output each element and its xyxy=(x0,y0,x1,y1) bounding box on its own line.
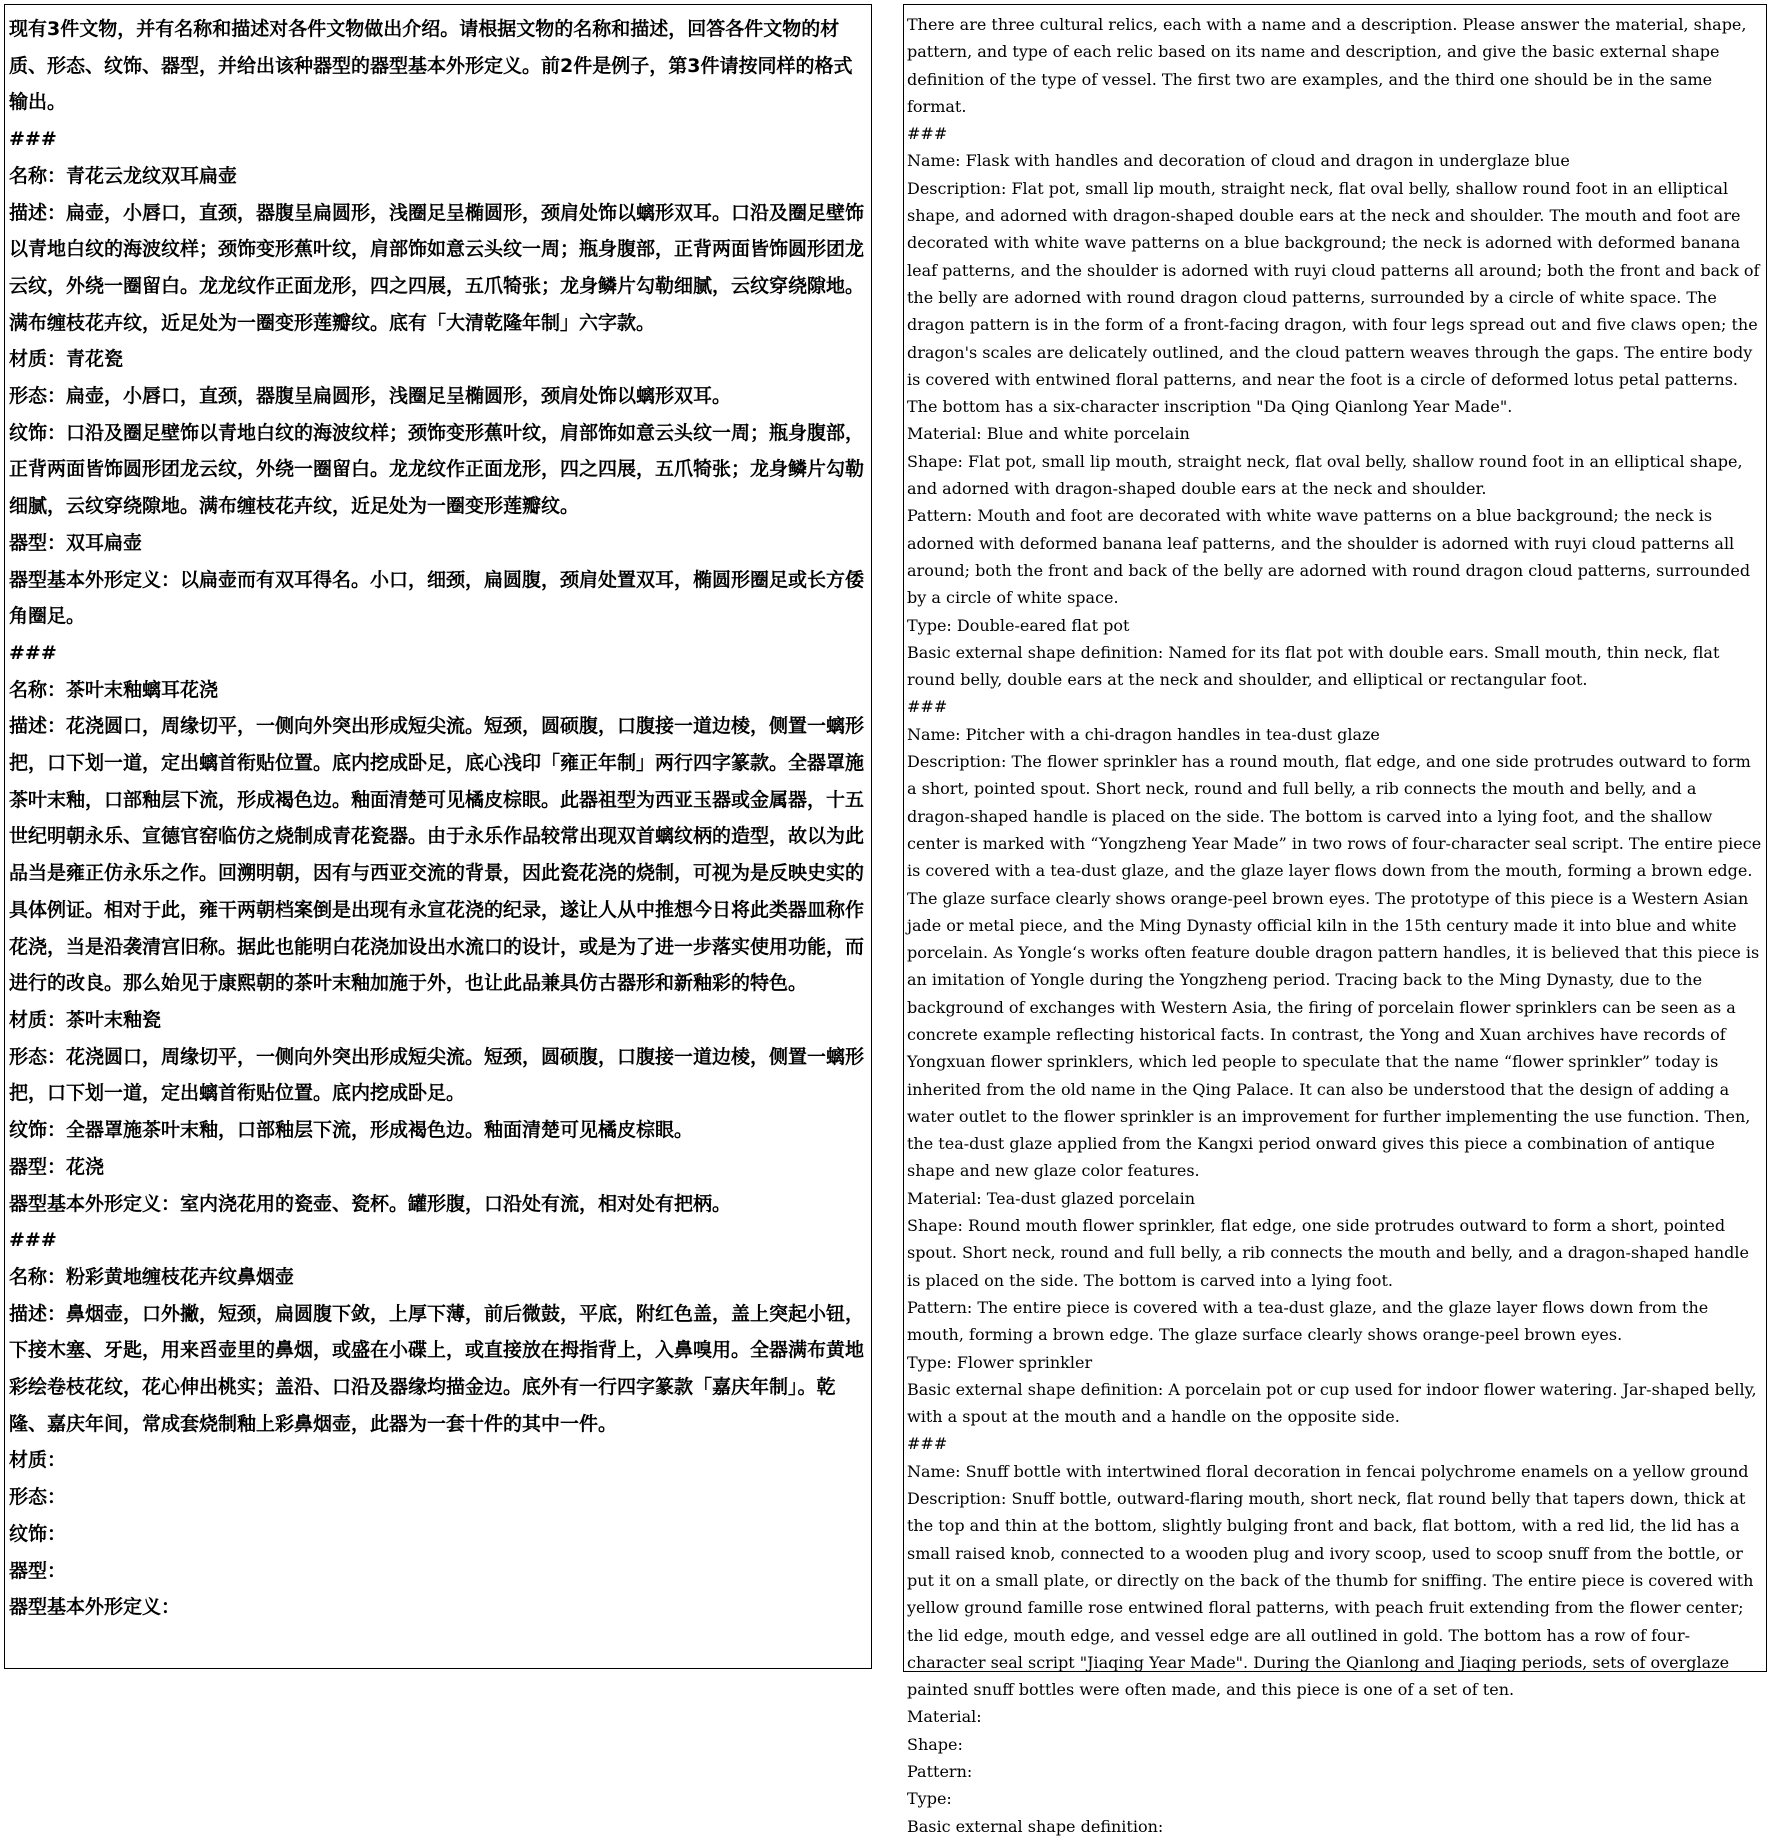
zh-item-1-name: 名称：青花云龙纹双耳扁壶 xyxy=(9,164,238,187)
zh-item-1-type: 器型：双耳扁壶 xyxy=(9,531,143,554)
en-item-2-description: Description: The flower sprinkler has a round mouth, flat edge, and one side protrudes outward to form a short, pointed spout. Short neck, round and full belly, a rib connects the mouth and belly, and a dragon-shaped handle is placed on the side. The bottom is carved into a lying foot, and the shallow center is marked with “Yongzheng Year Made” in two rows of four-character seal script. The entire piece is covered with a tea-dust glaze, and the glaze layer flows down from the mouth, forming a brown edge. The glaze surface clearly shows orange-peel brown eyes. The prototype of this piece is a Western Asian jade or metal piece, and the Ming Dynasty official kiln in the 15th century made it into blue and white porcelain. As Yongle‘s works often feature double dragon pattern handles, it is believed that this piece is an imitation of Yongle during the Yongzheng period. Tracing back to the Ming Dynasty, due to the background of exchanges with Western Asia, the firing of porcelain flower sprinklers can be seen as a concrete example reflecting historical facts. In contrast, the Yong and Xuan archives have records of Yongxuan flower sprinklers, which led people to speculate that the name “flower sprinkler” today is inherited from the old name in the Qing Palace. It can also be understood that the design of adding a water outlet to the flower sprinkler is an improvement for further implementing the use function. Then, the tea-dust glaze applied from the Kangxi period onward gives this piece a combination of antique shape and new glaze color features. xyxy=(907,752,1762,1181)
en-intro: There are three cultural relics, each with a name and a description. Please answer the material, shape, pattern, and type of each relic based on its name and description, and give the basic external shape definition of the type of vessel. The first two are examples, and the third one should be in the same format. xyxy=(907,15,1747,116)
zh-separator-1: ### xyxy=(9,128,57,151)
zh-item-3-material: 材质： xyxy=(9,1449,67,1472)
zh-item-3-definition: 器型基本外形定义： xyxy=(9,1596,181,1619)
zh-item-3-description: 描述：鼻烟壶，口外撇，短颈，扁圆腹下敛，上厚下薄，前后微鼓，平底，附红色盖，盖上突起小钮，下接木塞、牙匙，用来舀壶里的鼻烟，或盛在小碟上，或直接放在拇指背上，入鼻嗅用。全器满布黄地彩绘卷枝花纹，花心伸出桃实；盖沿、口沿及器缘均描金边。底外有一行四字篆款「嘉庆年制」。乾隆、嘉庆年间，常成套烧制釉上彩鼻烟壶，此器为一套十件的其中一件。 xyxy=(9,1302,865,1435)
zh-item-2-name: 名称：茶叶末釉螭耳花浇 xyxy=(9,678,219,701)
zh-item-2-type: 器型：花浇 xyxy=(9,1155,105,1178)
en-item-1-definition: Basic external shape definition: Named for its flat pot with double ears. Small mouth, thin neck, flat round belly, double ears at the neck and shoulder, and elliptical or rectangular foot. xyxy=(907,642,1720,690)
zh-item-3-pattern: 纹饰： xyxy=(9,1522,67,1545)
en-item-2-material: Material: Tea-dust glazed porcelain xyxy=(907,1188,1195,1208)
zh-item-2-definition: 器型基本外形定义：室内浇花用的瓷壶、瓷杯。罐形腹，口沿处有流，相对处有把柄。 xyxy=(9,1192,732,1215)
en-item-2-shape: Shape: Round mouth flower sprinkler, flat edge, one side protrudes outward to form a short, pointed spout. Short neck, round and full belly, a rib connects the mouth and belly, and a dragon-shaped handle is placed on the side. The bottom is carved into a lying foot. xyxy=(907,1216,1750,1290)
zh-item-1-definition: 器型基本外形定义：以扁壶而有双耳得名。小口，细颈，扁圆腹，颈肩处置双耳，椭圆形圈足或长方倭角圈足。 xyxy=(9,568,865,628)
zh-item-3-name: 名称：粉彩黄地缠枝花卉纹鼻烟壶 xyxy=(9,1265,295,1288)
zh-item-1-pattern: 纹饰：口沿及圈足壁饰以青地白纹的海波纹样；颈饰变形蕉叶纹，肩部饰如意云头纹一周；瓶身腹部，正背两面皆饰圆形团龙云纹，外绕一圈留白。龙龙纹作正面龙形，四之四展，五爪犄张；龙身鳞片勾勒细腻，云纹穿绕隙地。满布缠枝花卉纹，近足处为一圈变形莲瓣纹。 xyxy=(9,421,865,518)
en-item-1-type: Type: Double-eared flat pot xyxy=(907,615,1130,635)
chinese-text-panel xyxy=(4,4,872,1669)
en-item-1-pattern: Pattern: Mouth and foot are decorated with white wave patterns on a blue background; the neck is adorned with deformed banana leaf patterns, and the shoulder is adorned with ruyi cloud patterns all around; both the front and back of the belly are adorned with round dragon cloud patterns, surrounded by a circle of white space. xyxy=(907,506,1751,608)
en-item-3-shape: Shape: xyxy=(907,1734,963,1754)
en-item-3-definition: Basic external shape definition: xyxy=(907,1816,1164,1836)
en-item-3-type: Type: xyxy=(907,1789,952,1809)
zh-item-3-type: 器型： xyxy=(9,1559,67,1582)
zh-item-3-shape: 形态： xyxy=(9,1486,67,1509)
zh-item-2-shape: 形态：花浇圆口，周缘切平，一侧向外突出形成短尖流。短颈，圆硕腹，口腹接一道边棱，侧置一螭形把，口下划一道，定出螭首衔贴位置。底内挖成卧足。 xyxy=(9,1045,865,1105)
en-item-3-pattern: Pattern: xyxy=(907,1762,973,1781)
en-item-1-description: Description: Flat pot, small lip mouth, straight neck, flat oval belly, shallow round foot in an elliptical shape, and adorned with dragon-shaped double ears at the neck and shoulder. The mouth and foot are decorated with white wave patterns on a blue background; the neck is adorned with deformed banana leaf patterns, and the shoulder is adorned with ruyi cloud patterns all around; both the front and back of the belly are adorned with round dragon cloud patterns, surrounded by a circle of white space. The dragon pattern is in the form of a front-facing dragon, with four legs spread out and five claws open; the dragon's scales are delicately outlined, and the cloud pattern weaves through the gaps. The entire body is covered with entwined floral patterns, and near the foot is a circle of deformed lotus petal patterns. The bottom has a six-character inscription "Da Qing Qianlong Year Made". xyxy=(907,178,1760,417)
en-item-2-definition: Basic external shape definition: A porcelain pot or cup used for indoor flower watering. Jar-shaped belly, with a spout at the mouth and a handle on the opposite side. xyxy=(907,1379,1757,1427)
en-separator-1: ### xyxy=(907,124,948,144)
zh-separator-3: ### xyxy=(9,1229,57,1252)
en-separator-2: ### xyxy=(907,697,948,717)
zh-intro: 现有3件文物，并有名称和描述对各件文物做出介绍。请根据文物的名称和描述，回答各件文物的材质、形态、纹饰、器型，并给出该种器型的器型基本外形定义。前2件是例子，第3件请按同样的格式输出。 xyxy=(9,18,853,114)
en-item-3-material: Material: xyxy=(907,1707,982,1727)
en-item-3-description: Description: Snuff bottle, outward-flaring mouth, short neck, flat round belly that tapers down, thick at the top and thin at the bottom, slightly bulging front and back, flat bottom, with a red lid, the lid has a small raised knob, connected to a wooden plug and ivory scoop, used to scoop snuff from the bottle, or put it on a small plate, or directly on the back of the thumb for sniffing. The entire piece is covered with yellow ground famille rose entwined floral patterns, with peach fruit extending from the flower center; the lid edge, mouth edge, and vessel edge are all outlined in gold. The bottom has a row of four-character seal script "Jiaqing Year Made". During the Qianlong and Jiaqing periods, sets of overglaze painted snuff bottles were often made, and this piece is one of a set of ten. xyxy=(907,1489,1754,1700)
zh-item-1-material: 材质：青花瓷 xyxy=(9,348,124,371)
zh-item-1-description: 描述：扁壶，小唇口，直颈，器腹呈扁圆形，浅圈足呈椭圆形，颈肩处饰以螭形双耳。口沿及圈足壁饰以青地白纹的海波纹样；颈饰变形蕉叶纹，肩部饰如意云头纹一周；瓶身腹部，正背两面皆饰圆形团龙云纹，外绕一圈留白。龙龙纹作正面龙形，四之四展，五爪犄张；龙身鳞片勾勒细腻，云纹穿绕隙地。满布缠枝花卉纹，近足处为一圈变形莲瓣纹。底有「大清乾隆年制」六字款。 xyxy=(9,201,865,334)
zh-item-2-pattern: 纹饰：全器罩施茶叶末釉，口部釉层下流，形成褐色边。釉面清楚可见橘皮棕眼。 xyxy=(9,1119,694,1142)
en-item-3-name: Name: Snuff bottle with intertwined floral decoration in fencai polychrome enamels on a yellow ground xyxy=(907,1461,1749,1481)
zh-item-1-shape: 形态：扁壶，小唇口，直颈，器腹呈扁圆形，浅圈足呈椭圆形，颈肩处饰以螭形双耳。 xyxy=(9,385,732,408)
en-item-1-shape: Shape: Flat pot, small lip mouth, straight neck, flat oval belly, shallow round foot in an elliptical shape, and adorned with dragon-shaped double ears at the neck and shoulder. xyxy=(907,451,1743,499)
zh-item-2-description: 描述：花浇圆口，周缘切平，一侧向外突出形成短尖流。短颈，圆硕腹，口腹接一道边棱，侧置一螭形把，口下划一道，定出螭首衔贴位置。底内挖成卧足，底心浅印「雍正年制」两行四字篆款。全器罩施茶叶末釉，口部釉层下流，形成褐色边。釉面清楚可见橘皮棕眼。此器祖型为西亚玉器或金属器，十五世纪明朝永乐、宣德官窑临仿之烧制成青花瓷器。由于永乐作品较常出现双首螭纹柄的造型，故以为此品当是雍正仿永乐之作。回溯明朝，因有与西亚交流的背景，因此瓷花浇的烧制，可视为是反映史实的具体例证。相对于此，雍干两朝档案倒是出现有永宣花浇的纪录，遂让人从中推想今日将此类器皿称作花浇，当是沿袭清宫旧称。据此也能明白花浇加设出水流口的设计，或是为了进一步落实使用功能，而进行的改良。那么始见于康熙朝的茶叶末釉加施于外，也让此品兼具仿古器形和新釉彩的特色。 xyxy=(9,715,865,995)
en-item-2-pattern: Pattern: The entire piece is covered with a tea-dust glaze, and the glaze layer flows down from the mouth, forming a brown edge. The glaze surface clearly shows orange-peel brown eyes. xyxy=(907,1297,1709,1345)
en-separator-3: ### xyxy=(907,1434,948,1454)
en-item-1-name: Name: Flask with handles and decoration of cloud and dragon in underglaze blue xyxy=(907,151,1570,171)
english-text-panel xyxy=(903,4,1767,1836)
en-item-2-name: Name: Pitcher with a chi-dragon handles in tea-dust glaze xyxy=(907,724,1380,744)
zh-separator-2: ### xyxy=(9,641,57,664)
en-item-2-type: Type: Flower sprinkler xyxy=(907,1352,1093,1372)
en-item-1-material: Material: Blue and white porcelain xyxy=(907,424,1190,444)
zh-item-2-material: 材质：茶叶末釉瓷 xyxy=(9,1008,162,1031)
